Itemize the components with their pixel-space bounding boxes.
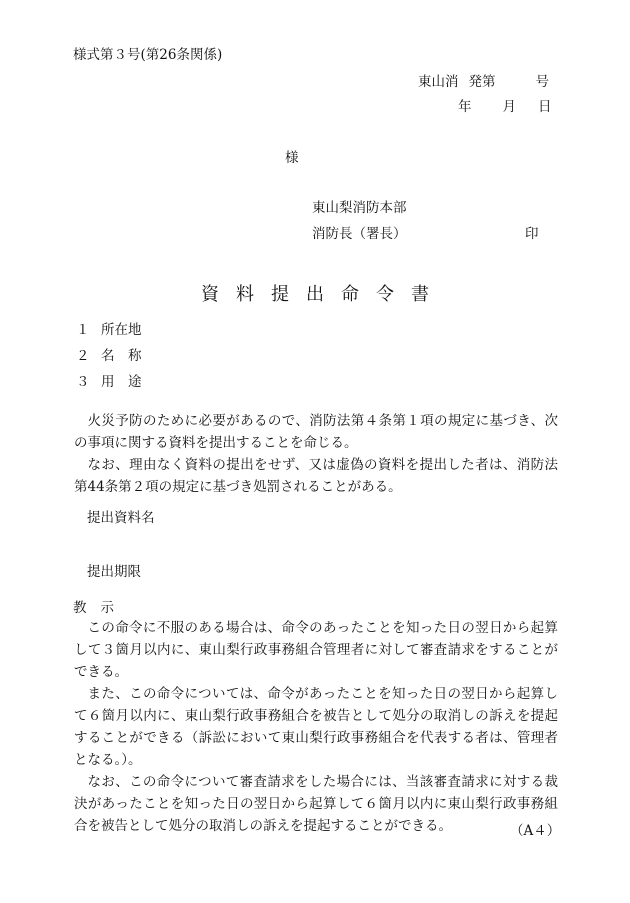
item-location bbox=[76, 322, 142, 338]
item-number: １ bbox=[76, 322, 90, 338]
lawsuit-paragraph: また、この命令については、命令があったことを知った日の翌日から起算して６箇月以内に、東山梨行政事務組合を被告として処分の取消しの訴えを提起することができる（訴訟において東山梨行政事務組合を代表する者は、管理者となる。）。 bbox=[74, 686, 558, 768]
item-name bbox=[76, 348, 142, 364]
item-label: 名 称 bbox=[101, 348, 142, 364]
instruction-body bbox=[74, 617, 561, 839]
paper-size-note: （A４） bbox=[510, 823, 561, 839]
order-body bbox=[74, 410, 558, 498]
instruction-heading: 教 示 bbox=[73, 600, 114, 616]
addressee-suffix: 様 bbox=[285, 150, 299, 166]
issue-suffix: 号 bbox=[535, 74, 549, 90]
penalty-paragraph: なお、理由なく資料の提出をせず、又は虚偽の資料を提出した者は、消防法第44条第２項の規定に基づき処罰されることがある。 bbox=[74, 457, 558, 495]
document-title: 資料提出命令書 bbox=[201, 284, 446, 305]
item-number: ２ bbox=[76, 348, 90, 364]
item-label: 所在地 bbox=[101, 322, 142, 338]
issuer-organization: 東山梨消防本部 bbox=[312, 200, 407, 216]
item-usage bbox=[76, 374, 142, 390]
issue-number-line bbox=[418, 74, 549, 90]
appeal-paragraph: この命令に不服のある場合は、命令のあったことを知った日の翌日から起算して３箇月以内に、東山梨行政事務組合管理者に対して審査請求をすることができる。 bbox=[74, 620, 558, 680]
issuer-title: 消防長（署長） bbox=[312, 226, 407, 242]
item-number: ３ bbox=[76, 374, 90, 390]
deadline-label: 提出期限 bbox=[87, 564, 141, 580]
date-month: 月 bbox=[502, 99, 516, 115]
seal-mark: 印 bbox=[525, 226, 539, 242]
issue-prefix: 東山消 bbox=[418, 74, 459, 90]
date-day: 日 bbox=[538, 99, 552, 115]
issue-middle: 発第 bbox=[468, 74, 496, 90]
form-number: 様式第３号(第26条関係) bbox=[73, 47, 223, 63]
date-year: 年 bbox=[458, 99, 472, 115]
materials-label: 提出資料名 bbox=[87, 510, 155, 526]
post-appeal-paragraph: なお、この命令について審査請求をした場合には、当該審査請求に対する裁決があったことを知った日の翌日から起算して６箇月以内に東山梨行政事務組合を被告として処分の取消しの訴えを提起することができる。 bbox=[74, 774, 558, 834]
order-paragraph: 火災予防のために必要があるので、消防法第４条第１項の規定に基づき、次の事項に関する資料を提出することを命じる。 bbox=[74, 413, 558, 451]
date-line bbox=[458, 99, 552, 115]
item-label: 用 途 bbox=[101, 374, 142, 390]
